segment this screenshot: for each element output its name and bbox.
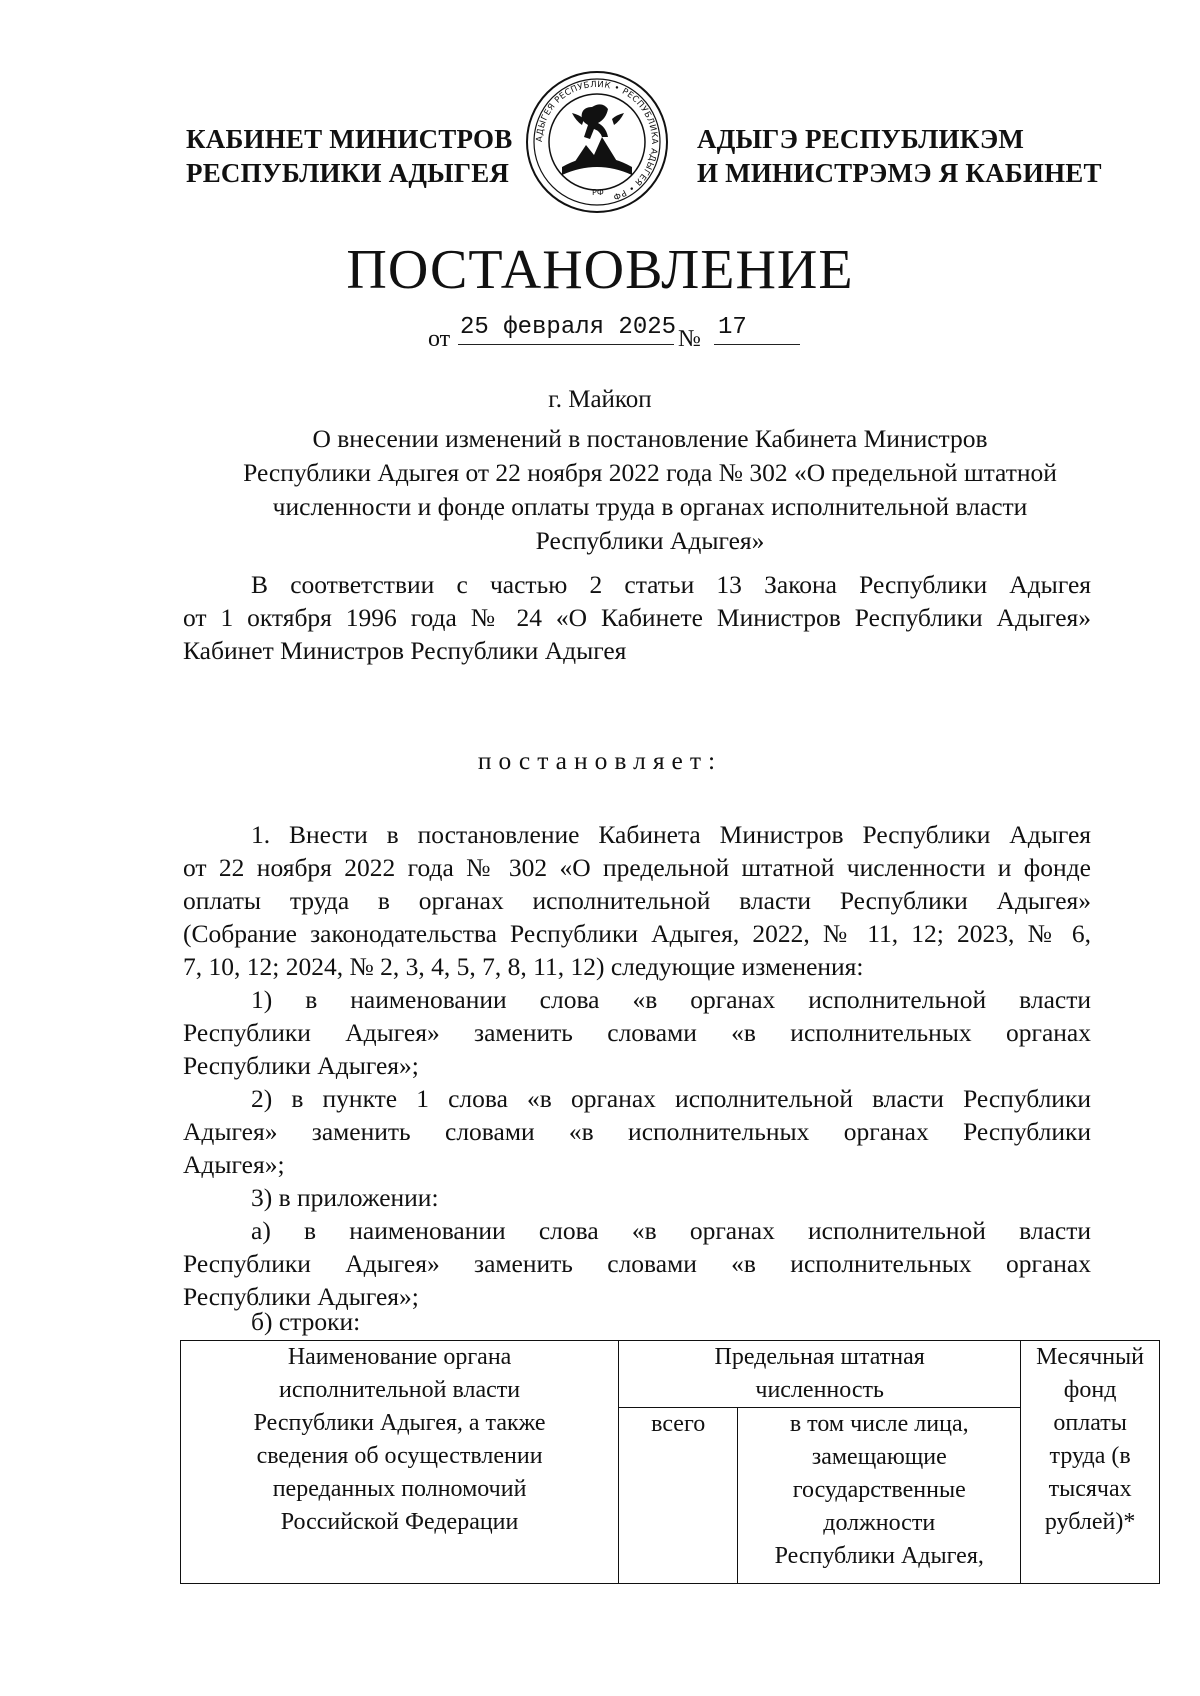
city: г. Майкоп [548, 386, 652, 413]
col-monthly-fund-line: Месячный [1036, 1344, 1145, 1370]
col-monthly-fund-line: оплаты [1053, 1410, 1127, 1436]
document-title: ПОСТАНОВЛЕНИЕ [346, 239, 854, 301]
subject-line: О внесении изменений в постановление Кабинета Министров [312, 424, 988, 453]
subitem-3b [183, 1305, 1091, 1338]
subitem-3a-line: а) в наименовании слова «в органах исполнительной власти [251, 1216, 1091, 1245]
item-1 [183, 818, 1091, 983]
subitem-3b-line: б) строки: [251, 1307, 361, 1336]
col-monthly-fund-line: фонд [1063, 1377, 1117, 1403]
number-prefix: № [678, 326, 701, 352]
preamble [183, 568, 1091, 667]
item-1-line: оплаты труда в органах исполнительной власти Республики Адыгея» [183, 886, 1091, 915]
document-subject [190, 422, 1110, 558]
item-1-line: 1. Внести в постановление Кабинета Министров Республики Адыгея [251, 820, 1091, 849]
issuer-right-line1: АДЫГЭ РЕСПУБЛИКЭМ [697, 124, 1025, 154]
subitem-1-line: Республики Адыгея»; [183, 1051, 419, 1080]
col-including-line: государственные [792, 1477, 966, 1503]
subitem-3-line: 3) в приложении: [251, 1183, 439, 1212]
table-header-row-1 [181, 1341, 1160, 1408]
issuer-right-line2: И МИНИСТРЭМЭ Я КАБИНЕТ [697, 158, 1102, 188]
item-1-line: (Собрание законодательства Республики Адыгея, 2022, № 11, 12; 2023, № 6, [183, 919, 1091, 948]
col-organ-name-line: Российской Федерации [280, 1509, 519, 1535]
item-1-line: от 22 ноября 2022 года № 302 «О предельной штатной численности и фонде [183, 853, 1091, 882]
subitem-3a-line: Республики Адыгея»; [183, 1282, 419, 1311]
date-value[interactable]: 25 февраля 2025 [460, 314, 677, 341]
date-underline [458, 344, 674, 345]
preamble-line: от 1 октября 1996 года № 24 «О Кабинете Министров Республики Адыгея» [183, 603, 1091, 632]
subitem-2 [183, 1082, 1091, 1181]
svg-text:РФ: РФ [592, 188, 604, 197]
col-including-line: Республики Адыгея, [774, 1543, 984, 1569]
col-total: всего [619, 1408, 738, 1584]
col-organ-name-line: Республики Адыгея, а также [253, 1410, 546, 1436]
subject-line: численности и фонде оплаты труда в органах исполнительной власти [272, 492, 1028, 521]
subitem-3a [183, 1214, 1091, 1313]
col-organ-name [181, 1341, 619, 1584]
item-1-line: 7, 10, 12; 2024, № 2, 3, 4, 5, 7, 8, 11, 12) следующие изменения: [183, 952, 864, 981]
col-monthly-fund [1021, 1341, 1160, 1584]
col-including-persons [738, 1408, 1021, 1584]
col-organ-name-line: исполнительной власти [279, 1377, 521, 1403]
col-monthly-fund-line: тысячах [1048, 1476, 1132, 1502]
subitem-3 [183, 1181, 1091, 1214]
preamble-line: В соответствии с частью 2 статьи 13 Закона Республики Адыгея [251, 570, 1091, 599]
col-monthly-fund-line: труда (в [1049, 1443, 1131, 1469]
preamble-line: Кабинет Министров Республики Адыгея [183, 636, 627, 665]
col-organ-name-line: переданных полномочий [272, 1476, 527, 1502]
decree-word: постановляет: [477, 746, 723, 775]
subitem-2-line: Адыгея»; [183, 1150, 285, 1179]
number-underline [714, 344, 800, 345]
subject-line: Республики Адыгея» [535, 526, 765, 555]
issuer-left-line2: РЕСПУБЛИКИ АДЫГЕЯ [186, 158, 510, 188]
subitem-2-line: 2) в пункте 1 слова «в органах исполнительной власти Республики [251, 1084, 1091, 1113]
emblem-ring-text: АДЫГЕЯ РЕСПУБЛИК • РЕСПУБЛИКА АДЫГЕЯ • РФ [534, 79, 660, 202]
col-staff-limit-line: численность [755, 1377, 884, 1403]
col-including-line: в том числе лица, [789, 1411, 969, 1437]
col-organ-name-line: Наименование органа [287, 1344, 512, 1370]
col-staff-limit-line: Предельная штатная [714, 1344, 925, 1370]
staffing-table [180, 1340, 1160, 1584]
svg-text:АДЫГЕЯ РЕСПУБЛИК • РЕСПУБЛИКА [535, 80, 659, 202]
coat-of-arms-emblem [522, 67, 672, 217]
col-including-line: замещающие [811, 1444, 947, 1470]
col-staff-limit [619, 1341, 1021, 1408]
subitem-1-line: Республики Адыгея» заменить словами «в исполнительных органах [183, 1018, 1091, 1047]
subitem-1-line: 1) в наименовании слова «в органах исполнительной власти [251, 985, 1091, 1014]
subitem-1 [183, 983, 1091, 1082]
issuer-left-line1: КАБИНЕТ МИНИСТРОВ [186, 124, 513, 154]
subject-line: Республики Адыгея от 22 ноября 2022 года № 302 «О предельной штатной [243, 458, 1057, 487]
subitem-2-line: Адыгея» заменить словами «в исполнительных органах Республики [183, 1117, 1091, 1146]
subitem-3a-line: Республики Адыгея» заменить словами «в исполнительных органах [183, 1249, 1091, 1278]
date-prefix: от [428, 326, 451, 352]
issuer-left [186, 122, 512, 190]
col-organ-name-line: сведения об осуществлении [256, 1443, 543, 1469]
issuer-right [697, 122, 1102, 190]
col-including-line: должности [823, 1510, 936, 1536]
date-number-line [428, 314, 928, 358]
number-value[interactable]: 17 [718, 314, 747, 341]
col-monthly-fund-line: рублей)* [1044, 1509, 1136, 1535]
